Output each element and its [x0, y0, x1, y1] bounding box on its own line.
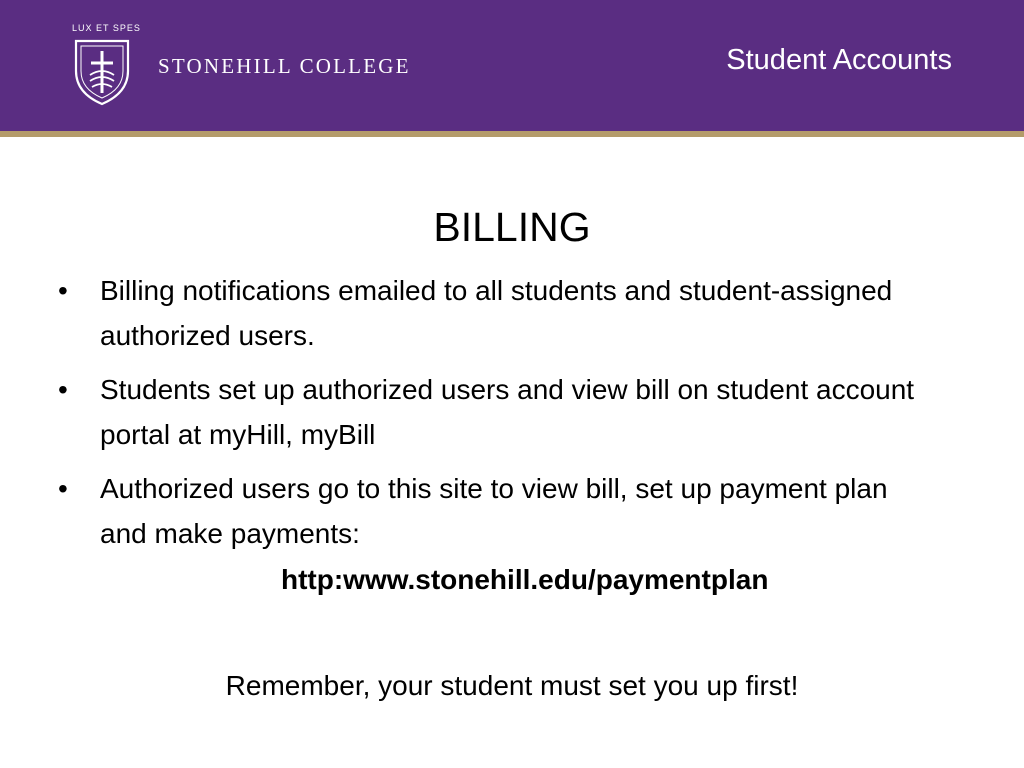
payment-plan-link[interactable]: http:www.stonehill.edu/paymentplan: [281, 564, 769, 595]
college-shield-icon: [72, 37, 132, 107]
bullet-list: [58, 268, 938, 565]
header-divider: [0, 131, 1024, 137]
bullet-text: Authorized users go to this site to view bill, set up payment plan and make payments:: [100, 473, 888, 549]
college-name: STONEHILL COLLEGE: [158, 54, 411, 78]
bullet-icon: •: [58, 275, 68, 306]
bullet-item: [58, 466, 938, 556]
department-title: Student Accounts: [726, 44, 952, 76]
bullet-icon: •: [58, 473, 68, 504]
bullet-text: Billing notifications emailed to all students and student-assigned authorized users.: [100, 275, 893, 351]
slide-title: BILLING: [433, 204, 591, 250]
reminder-text: Remember, your student must set you up first!: [225, 670, 799, 701]
bullet-item: [58, 268, 938, 358]
bullet-text: Students set up authorized users and view bill on student account portal at myHill, myBill: [100, 374, 915, 450]
bullet-icon: •: [58, 374, 68, 405]
college-motto: LUX ET SPES: [72, 23, 141, 33]
bullet-item: [58, 367, 938, 457]
